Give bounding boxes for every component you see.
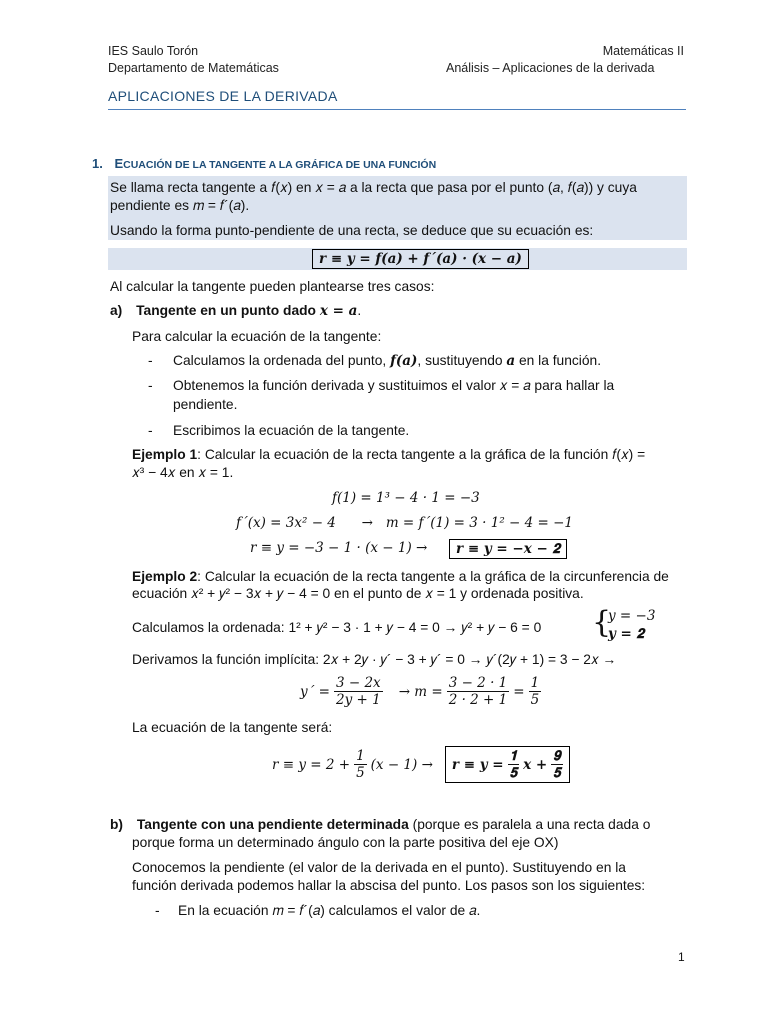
case-b-paragraph-2: función derivada podemos hallar la abscisa del punto. Los pasos son los siguientes: bbox=[132, 878, 646, 893]
point-slope-text: Usando la forma punto-pendiente de una recta, se deduce que su ecuación es: bbox=[110, 223, 594, 238]
example-2-statement: : Calcular la ecuación de la recta tangente a la gráfica de la circunferencia de bbox=[197, 569, 669, 584]
tangent-formula: 𝒓 ≡ 𝒚 = 𝒇(𝒂) + 𝒇´(𝒂) · (𝒙 − 𝒂) bbox=[312, 249, 529, 269]
step-1-math-a: 𝒂 bbox=[506, 353, 516, 369]
definition-line-2: pendiente es 𝑚 = 𝑓´(𝑎). bbox=[110, 198, 250, 213]
final-eq-end: (𝑥 − 1) → bbox=[370, 756, 433, 773]
final-eq-start: 𝑟 ≡ 𝑦 = 2 + bbox=[272, 756, 351, 773]
final-equation bbox=[272, 746, 570, 783]
fraction-2 bbox=[447, 675, 510, 708]
case-a-label: a) bbox=[110, 303, 123, 318]
header-department: Departamento de Matemáticas bbox=[108, 61, 279, 75]
final-box-fraction-2 bbox=[551, 748, 563, 781]
fraction-1-num: 3 − 2𝑥 bbox=[334, 675, 383, 692]
step-2-line-2: pendiente. bbox=[173, 397, 238, 412]
yprime: 𝑦´ = bbox=[300, 683, 330, 700]
final-fraction-den: 5 bbox=[356, 765, 365, 781]
fraction-3 bbox=[529, 675, 542, 708]
equals: = bbox=[513, 683, 525, 700]
step-1-text-b: , sustituyendo bbox=[417, 353, 507, 368]
cases-intro: Al calcular la tangente pueden plantearse tres casos: bbox=[110, 279, 435, 294]
final-box-f2-den: 𝟓 bbox=[553, 765, 561, 781]
final-box-f1-num: 𝟏 bbox=[509, 748, 518, 764]
step-1-math: 𝒇(𝒂) bbox=[390, 353, 418, 369]
section-number: 1. bbox=[92, 156, 103, 171]
final-box-mid: 𝒙 + bbox=[523, 756, 548, 773]
step-1 bbox=[173, 353, 601, 369]
example-1-statement: : Calcular la ecuación de la recta tangente a la gráfica de la función 𝑓(𝑥) = bbox=[197, 447, 646, 462]
title-rule bbox=[108, 109, 686, 110]
case-b-title: Tangente con una pendiente determinada bbox=[136, 817, 409, 832]
example-1-eq-2: 𝑓´(𝑥) = 3𝑥² − 4 → 𝑚 = 𝑓´(1) = 3 · 1² − 4 = −1 bbox=[236, 515, 574, 531]
brace: { bbox=[592, 605, 612, 640]
step-1-text-a: Calculamos la ordenada del punto, bbox=[173, 353, 391, 368]
example-2-line-2: ecuación 𝑥² + 𝑦² − 3𝑥 + 𝑦 − 4 = 0 en el punto de 𝑥 = 1 y ordenada positiva. bbox=[132, 586, 584, 601]
fraction-2-num: 3 − 2 · 1 bbox=[448, 675, 508, 691]
fraction-3-den: 5 bbox=[530, 692, 540, 708]
final-result-box bbox=[445, 746, 570, 783]
case-a-title-math: 𝒙 = 𝒂 bbox=[319, 303, 358, 319]
final-box-f1-den: 𝟓 bbox=[509, 765, 518, 781]
definition-line-1: Se llama recta tangente a 𝑓(𝑥) en 𝑥 = 𝑎 a la recta que pasa por el punto (𝑎, 𝑓(𝑎)) y cuya bbox=[110, 180, 637, 195]
step-1-dash: - bbox=[148, 353, 153, 368]
case-b-label: b) bbox=[110, 817, 124, 832]
case-b-step: En la ecuación 𝑚 = 𝑓´(𝑎) calculamos el valor de 𝑎. bbox=[178, 903, 481, 918]
step-3-dash: - bbox=[148, 423, 153, 438]
solution-1: 𝑦 = −3 bbox=[608, 608, 656, 624]
step-1-text-c: en la función. bbox=[515, 353, 602, 368]
step-2-line-1: Obtenemos la función derivada y sustituimos el valor 𝑥 = 𝑎 para hallar la bbox=[173, 378, 615, 393]
step-2-dash: - bbox=[148, 378, 153, 393]
arrow-m: → 𝑚 = bbox=[398, 683, 443, 700]
page-number: 1 bbox=[678, 950, 685, 964]
example-1-line-2: 𝑥³ − 4𝑥 en 𝑥 = 1. bbox=[132, 465, 234, 480]
section-title: CUACIÓN DE LA TANGENTE A LA GRÁFICA DE UNA FUNCIÓN bbox=[123, 159, 437, 171]
implicit-derivative: Derivamos la función implícita: 2𝑥 + 2𝑦 · 𝑦´ − 3 + 𝑦´ = 0 → 𝑦´(2𝑦 + 1) = 3 − 2𝑥 → bbox=[132, 652, 617, 667]
example-2-line-1 bbox=[132, 569, 687, 584]
example-2-label: Ejemplo 2 bbox=[132, 569, 198, 584]
section-heading bbox=[92, 156, 436, 171]
header-school: IES Saulo Torón bbox=[108, 44, 199, 58]
case-b-step-dash: - bbox=[155, 903, 160, 918]
case-b-line-1 bbox=[110, 817, 687, 832]
example-1-eq-1: 𝑓(1) = 1³ − 4 · 1 = −3 bbox=[332, 490, 480, 506]
tangent-will-be: La ecuación de la tangente será: bbox=[132, 720, 333, 735]
case-a-heading: a) Tangente en un punto dado 𝒙 = 𝒂. bbox=[110, 303, 362, 319]
case-a-intro: Para calcular la ecuación de la tangente: bbox=[132, 329, 382, 344]
document-title: APLICACIONES DE LA DERIVADA bbox=[108, 88, 338, 104]
example-1-line-1 bbox=[132, 447, 687, 463]
case-a-title: Tangente en un punto dado bbox=[136, 303, 316, 318]
example-1-result: 𝒓 ≡ 𝒚 = −𝒙 − 𝟐 bbox=[449, 539, 567, 559]
final-box-fraction-1 bbox=[508, 748, 520, 781]
slope-computation bbox=[300, 675, 541, 708]
final-fraction bbox=[354, 748, 367, 781]
step-3: Escribimos la ecuación de la tangente. bbox=[173, 423, 410, 438]
final-box-start: 𝒓 ≡ 𝒚 = bbox=[451, 756, 504, 773]
case-b-paragraph-1: Conocemos la pendiente (el valor de la derivada en el punto). Sustituyendo en la bbox=[132, 860, 626, 875]
fraction-1-den: 2𝑦 + 1 bbox=[335, 692, 381, 708]
example-1-eq-3: 𝑟 ≡ 𝑦 = −3 − 1 · (𝑥 − 1) → bbox=[250, 540, 428, 556]
final-box-f2-num: 𝟗 bbox=[553, 748, 561, 764]
header-topic: Análisis – Aplicaciones de la derivada bbox=[446, 61, 655, 75]
header-subject: Matemáticas II bbox=[602, 44, 684, 58]
case-b-line-2: porque forma un determinado ángulo con la parte positiva del eje OX) bbox=[132, 835, 559, 850]
fraction-2-den: 2 · 2 + 1 bbox=[448, 692, 508, 708]
example-2-ordenada: Calculamos la ordenada: 1² + 𝑦² − 3 · 1 + 𝑦 − 4 = 0 → 𝑦² + 𝑦 − 6 = 0 bbox=[132, 620, 542, 635]
case-b-title-rest: (porque es paralela a una recta dada o bbox=[408, 817, 651, 832]
fraction-1 bbox=[334, 675, 383, 708]
section-title-initial: E bbox=[114, 156, 124, 171]
example-1-label: Ejemplo 1 bbox=[132, 447, 198, 462]
solution-2: 𝒚 = 𝟐 bbox=[608, 626, 645, 642]
final-fraction-num: 1 bbox=[356, 748, 365, 764]
fraction-3-num: 1 bbox=[530, 675, 540, 691]
